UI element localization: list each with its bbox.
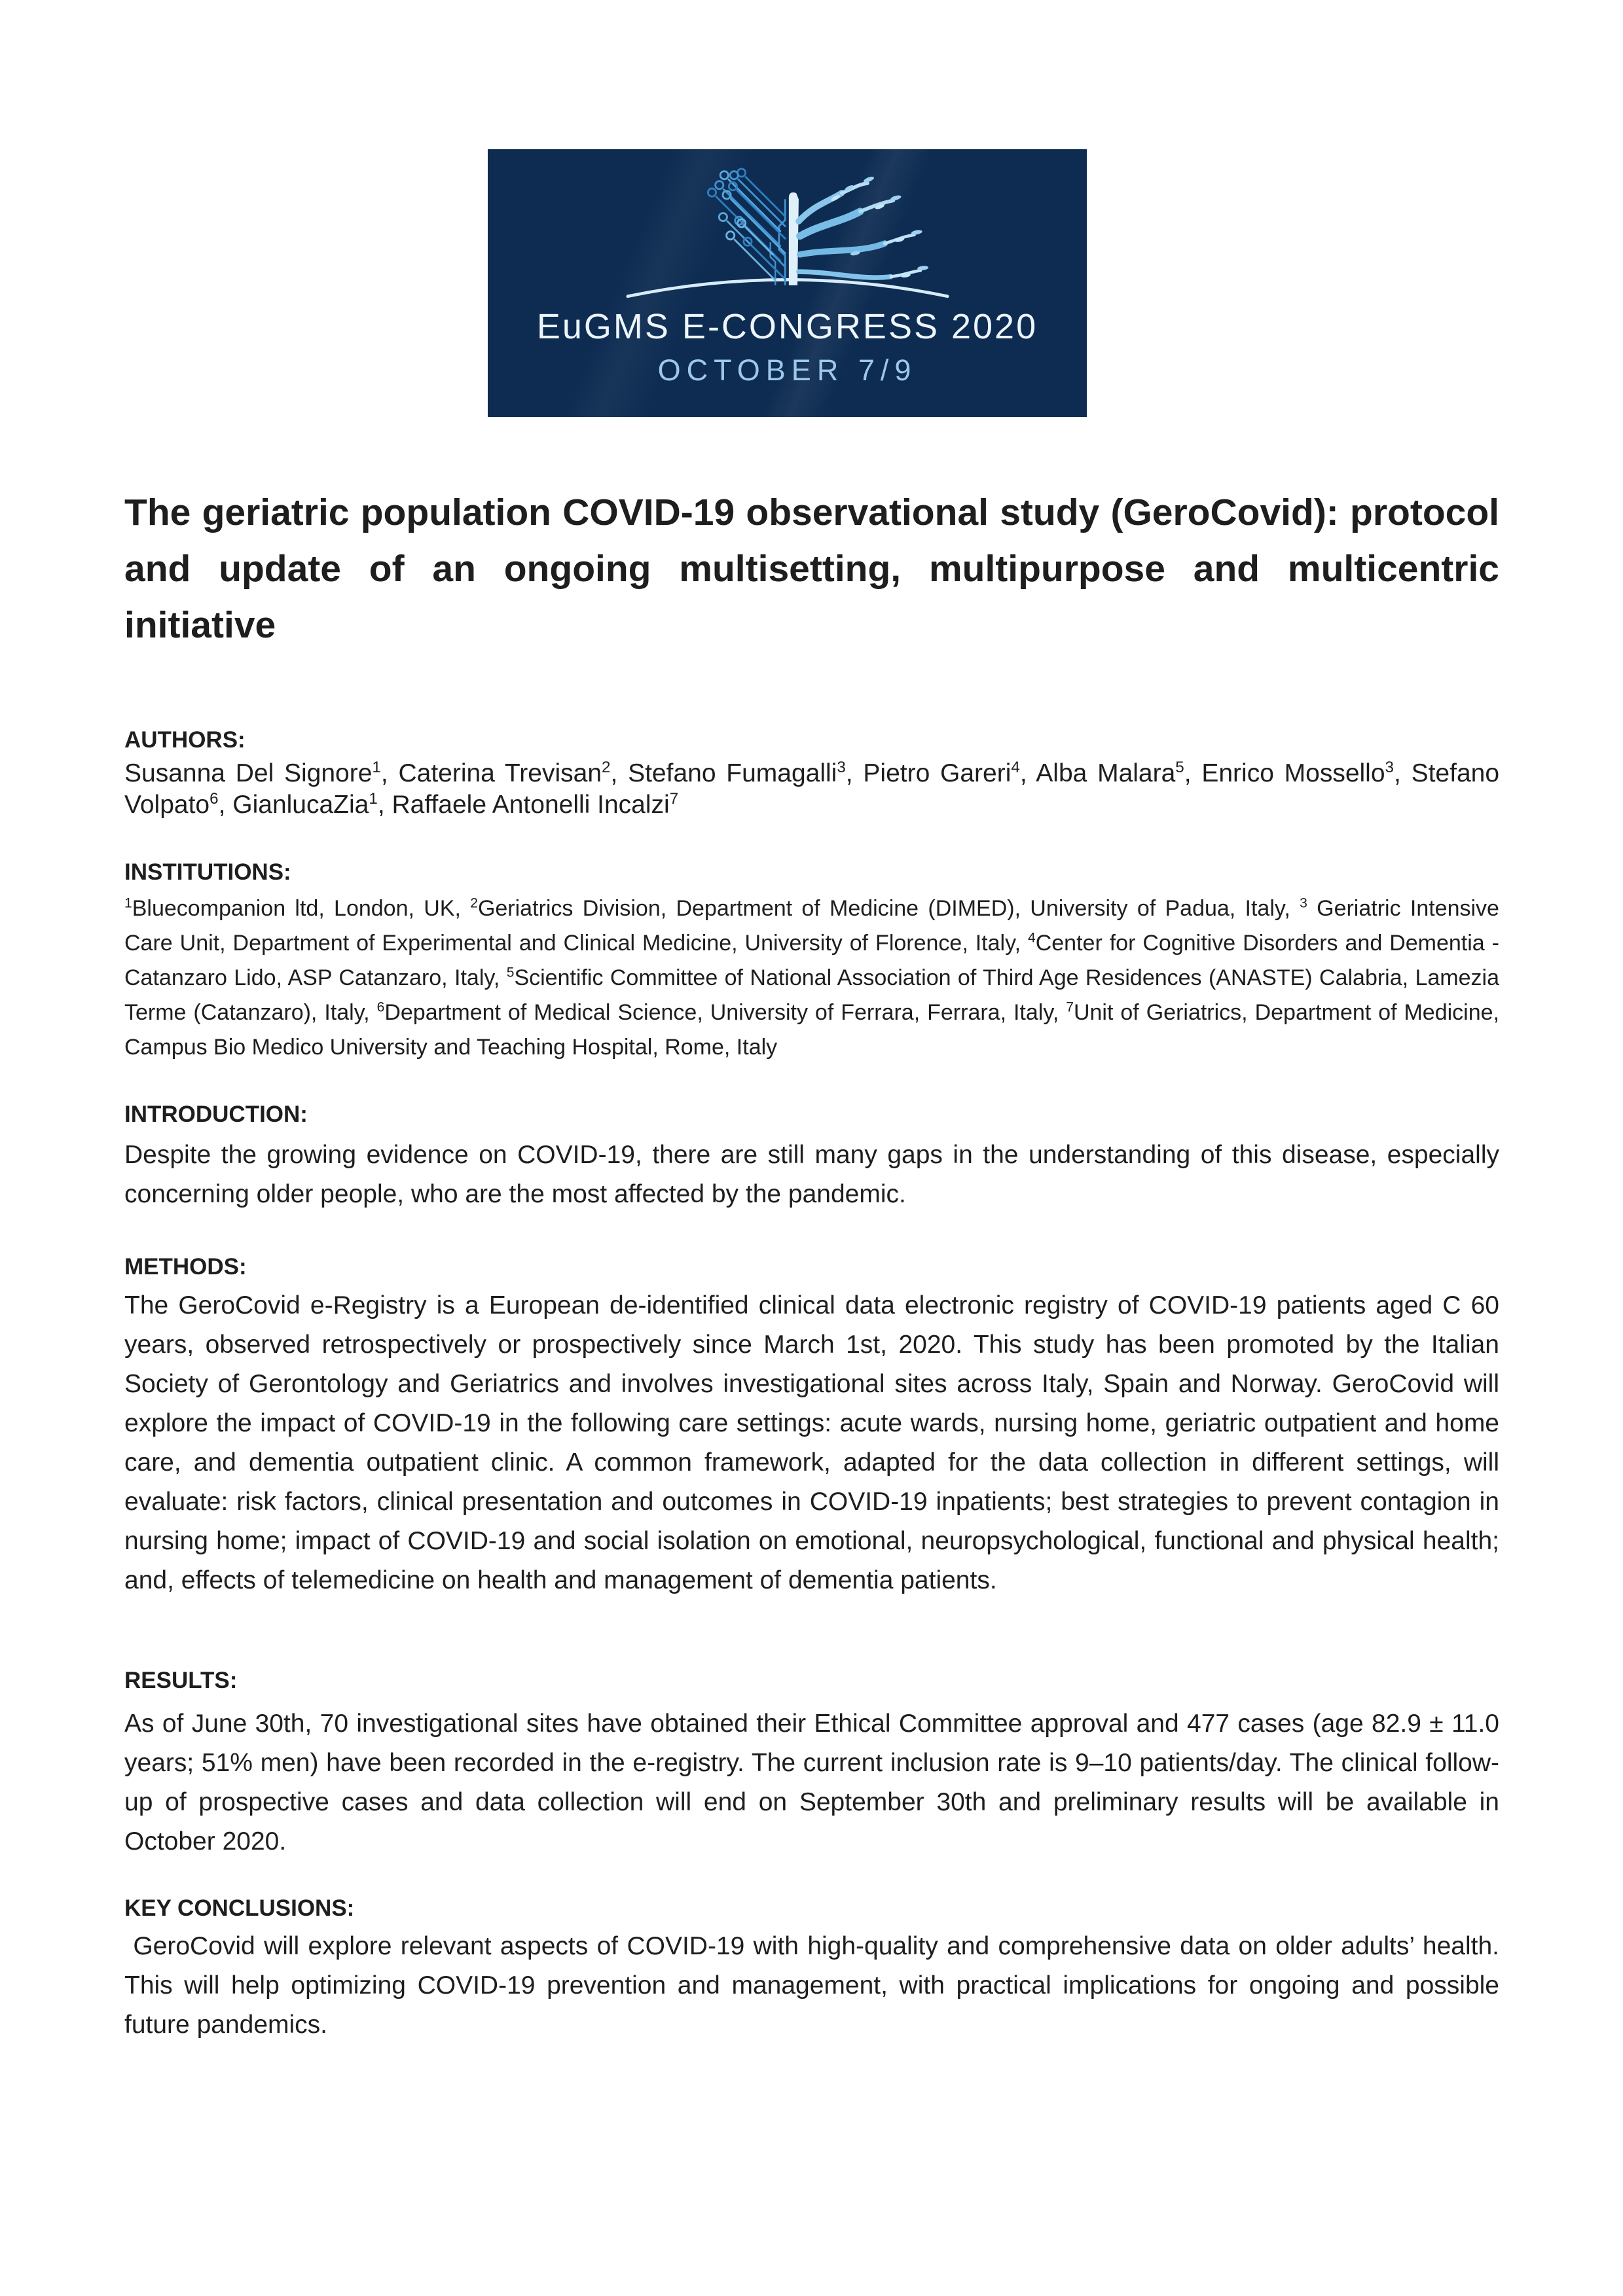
results-body: As of June 30th, 70 investigational sites have obtained their Ethical Committee approval and 477 cases (age 82.9 ± 11.0 years; 51% men) have been recorded in the e-registry. The current inclusion rate is 9–10 patients/day. The clinical follow-up of prospective cases and data collection will end on September 30th and preliminary results will be available in October 2020. [124,1710,1499,1856]
methods-heading: METHODS: [124,1254,247,1280]
institutions-list: $^1$Bluecompanion ltd, London, UK, $^2$Geriatrics Division, Department of Medicine (DIMED), University of Padua, Italy, $^3$ Geriatric Intensive Care Unit, Department of Experimental and Clinical Medicine, University of Florence, Italy, $^4$Center for Cognitive Disorders and Dementia - Catanzaro Lido, ASP Catanzaro, Italy, $^5$Scientific Committee of National Association of Third Age Residences (ANASTE) Calabria, Lamezia Terme (Catanzaro), Italy, $^6$Department of Medical Science, University of Ferrara, Ferrara, Italy, $^7$Unit of Geriatrics, Department of Medicine, Campus Bio Medico University and Teaching Hospital, Rome, Italy [124,895,1500,1060]
introduction-heading: INTRODUCTION: [124,1102,308,1127]
key-conclusions-heading: KEY CONCLUSIONS: [124,1895,355,1921]
congress-title: EuGMS E-CONGRESS 2020 [536,307,1038,346]
circuit-branches-icon [708,169,785,280]
authors-list: Susanna Del Signore$^1$, Caterina Trevisan$^2$, Stefano Fumagalli$^3$, Pietro Gareri$^4$, Alba Malara$^5$, Enrico Mossello$^3$, Stefano Volpato$^6$, GianlucaZia$^1$, Raffaele Antonelli Incalzi$^7$ [124,759,1500,819]
congress-banner [488,149,1087,417]
congress-date: OCTOBER 7/9 [657,353,917,387]
congress-logo-tree [578,162,997,304]
tree-branches-icon [798,183,920,278]
article-title: The geriatric population COVID-19 observational study (GeroCovid): protocol and update of an ongoing multisetting, multipurpose and multicentric initiative [124,492,1499,646]
institutions-heading: INSTITUTIONS: [124,859,291,885]
methods-body: The GeroCovid e-Registry is a European de-identified clinical data electronic registry of COVID-19 patients aged C 60 years, observed retrospectively or prospectively since March 1st, 2020. This study has been promoted by the Italian Society of Gerontology and Geriatrics and involves investigational sites across Italy, Spain and Norway. GeroCovid will explore the impact of COVID-19 in the following care settings: acute wards, nursing home, geriatric outpatient and home care, and dementia outpatient clinic. A common framework, adapted for the data collection in different settings, will evaluate: risk factors, clinical presentation and outcomes in COVID-19 inpatients; best strategies to prevent contagion in nursing home; impact of COVID-19 and social isolation on emotional, neuropsychological, functional and physical health; and, effects of telemedicine on health and management of dementia patients. [124,1291,1499,1594]
results-heading: RESULTS: [124,1668,238,1693]
key-conclusions-body: GeroCovid will explore relevant aspects of COVID-19 with high-quality and comprehensive data on older adults’ health. This will help optimizing COVID-19 prevention and management, with practical implications for ongoing and possible future pandemics. [124,1932,1499,2039]
authors-heading: AUTHORS: [124,727,246,753]
ground-arc-icon [627,279,947,296]
introduction-body: Despite the growing evidence on COVID-19, there are still many gaps in the understanding of this disease, especially concerning older people, who are the most affected by the pandemic. [124,1141,1499,1208]
